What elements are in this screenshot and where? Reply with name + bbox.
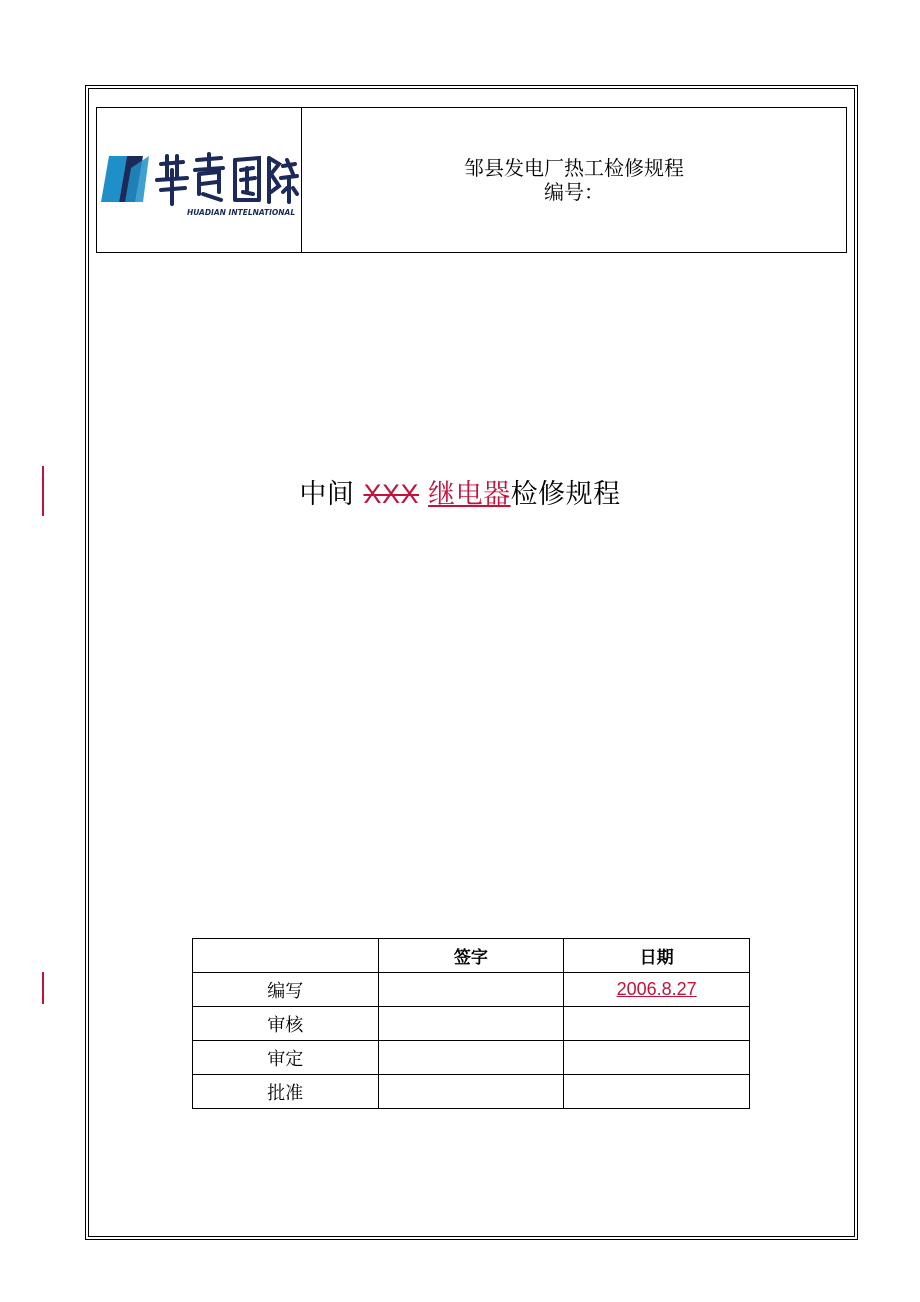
title-inserted-text: 继电器 — [428, 479, 511, 510]
signature-cell — [378, 1007, 564, 1041]
logo-cell — [97, 108, 302, 252]
signature-cell — [378, 1075, 564, 1109]
date-inserted-text: 2006.8.27 — [616, 979, 697, 999]
header-text-cell — [302, 108, 846, 252]
table-row — [193, 1041, 750, 1075]
table-row — [193, 973, 750, 1007]
table-header-row — [193, 939, 750, 973]
row-label: 编写 — [193, 973, 379, 1007]
title-deleted-text: XXX — [363, 479, 420, 509]
date-cell — [564, 1041, 750, 1075]
header-cell-signature: 签字 — [378, 939, 564, 973]
row-label: 批准 — [193, 1075, 379, 1109]
revision-change-bar — [42, 972, 44, 1004]
table-row — [193, 1075, 750, 1109]
date-cell — [564, 973, 750, 1007]
plant-title: 邹县发电厂热工检修规程 — [464, 156, 684, 180]
document-title — [0, 472, 920, 511]
signature-cell — [378, 973, 564, 1007]
signature-table — [192, 938, 750, 1109]
title-suffix: 检修规程 — [510, 479, 621, 510]
date-cell — [564, 1075, 750, 1109]
svg-text:HUADIAN INTELNATIONAL: HUADIAN INTELNATIONAL — [187, 208, 296, 217]
row-label: 审核 — [193, 1007, 379, 1041]
huadian-logo — [97, 108, 302, 252]
document-number-label: 编号： — [544, 180, 604, 204]
table-row — [193, 1007, 750, 1041]
date-cell — [564, 1007, 750, 1041]
header-table — [96, 107, 847, 253]
signature-cell — [378, 1041, 564, 1075]
header-cell-blank — [193, 939, 379, 973]
row-label: 审定 — [193, 1041, 379, 1075]
title-prefix: 中间 — [299, 479, 364, 510]
header-cell-date: 日期 — [564, 939, 750, 973]
